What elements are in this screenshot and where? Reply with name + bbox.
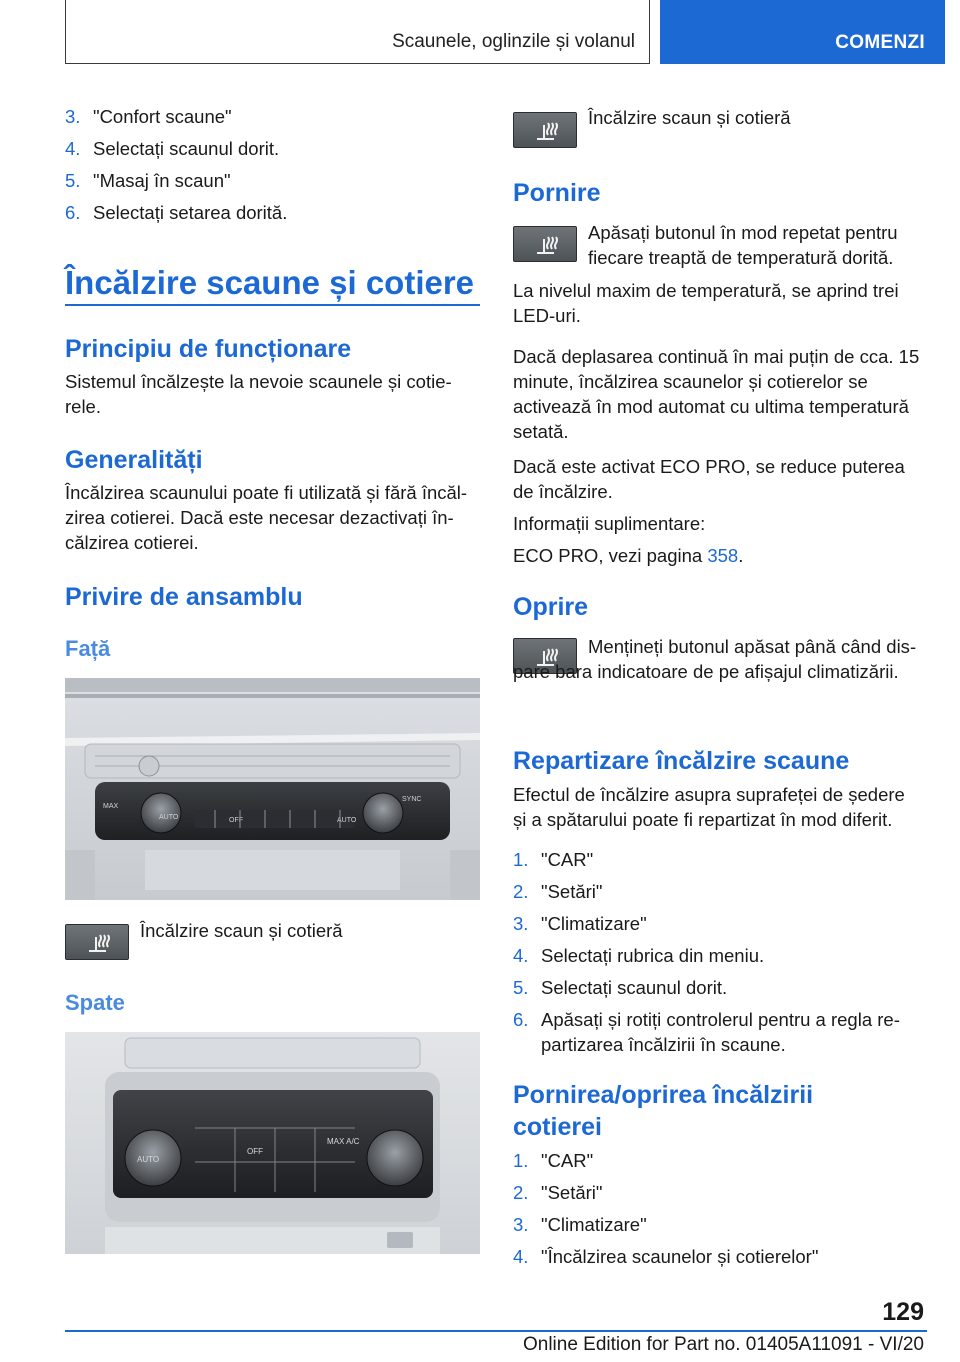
overview-heading: Privire de ansamblu bbox=[65, 583, 303, 611]
list-number: 6. bbox=[513, 1009, 529, 1030]
list-number: 6. bbox=[65, 202, 81, 223]
rear-panel-illustration bbox=[65, 1032, 480, 1254]
principle-heading: Principiu de funcționare bbox=[65, 335, 352, 363]
list-number: 4. bbox=[513, 945, 529, 966]
header-chapter-tab[interactable] bbox=[660, 0, 945, 64]
list-number: 3. bbox=[513, 913, 529, 934]
front-panel-label: AUTO bbox=[159, 814, 179, 821]
header-section-title: Scaunele, oglinzile și volanul bbox=[392, 31, 635, 52]
seat-heating-icon bbox=[513, 112, 577, 148]
rear-climate-panel-photo bbox=[65, 1032, 480, 1254]
front-panel-label: MAX bbox=[103, 803, 119, 810]
list-number: 5. bbox=[513, 977, 529, 998]
page-link-358[interactable]: 358 bbox=[707, 545, 739, 566]
oprire-text: Mențineți butonul apăsat până când dispare bara indicatoare de pe afișajul climatizării. bbox=[513, 636, 917, 682]
list-number: 2. bbox=[513, 881, 529, 902]
rear-panel-label: MAX A/C bbox=[327, 1137, 360, 1146]
pornire-text-3: Dacă este activat ECO PRO, se reduce puterea de încălzire. bbox=[513, 456, 905, 502]
armrest-heading-line2: cotierei bbox=[513, 1113, 602, 1141]
list-text: "Masaj în scaun" bbox=[93, 170, 231, 191]
list-number: 4. bbox=[65, 138, 81, 159]
list-number: 4. bbox=[513, 1246, 529, 1267]
pornire-icon-text: Apăsați butonul în mod repetat pentru fiecare treaptă de temperatură dorită. bbox=[588, 222, 898, 268]
general-heading: Generalități bbox=[65, 446, 203, 474]
eco-pro-reference bbox=[513, 543, 743, 568]
armrest-heading-line1: Pornirea/oprirea încălzirii bbox=[513, 1081, 814, 1109]
list-text: "Setări" bbox=[541, 1182, 603, 1203]
front-icon-caption: Încălzire scaun și cotieră bbox=[140, 920, 343, 941]
list-number: 2. bbox=[513, 1182, 529, 1203]
list-number: 5. bbox=[65, 170, 81, 191]
front-climate-panel-photo bbox=[65, 678, 480, 900]
front-panel-label: SYNC bbox=[402, 796, 422, 803]
general-text: Încălzirea scaunului poate fi utilizată și fără încălzirea cotierei. Dacă este necesar dezactivați încălzirea cotierei. bbox=[65, 482, 468, 553]
rear-panel-label: OFF bbox=[247, 1147, 263, 1156]
distribution-heading: Repartizare încălzire scaune bbox=[513, 747, 850, 775]
front-panel-illustration bbox=[65, 678, 480, 900]
header-section-box bbox=[65, 0, 650, 64]
rear-panel-label: AUTO bbox=[137, 1155, 160, 1164]
seat-heating-icon bbox=[65, 924, 129, 960]
front-heading: Față bbox=[65, 636, 111, 661]
distribution-text: Efectul de încălzire asupra suprafeței de ședere și a spătarului poate fi repartizat în mod diferit. bbox=[513, 784, 905, 830]
pornire-heading: Pornire bbox=[513, 179, 601, 207]
pornire-text-4: Informații suplimentare: bbox=[513, 513, 706, 534]
list-text: "Confort scaune" bbox=[93, 106, 232, 127]
list-text: "Climatizare" bbox=[541, 1214, 647, 1235]
eco-ref-suffix: . bbox=[738, 545, 744, 566]
seat-heating-icon bbox=[513, 226, 577, 262]
list-text: Selectați setarea dorită. bbox=[93, 202, 288, 223]
footer-rule bbox=[65, 1330, 927, 1332]
principle-text: Sistemul încălzește la nevoie scaunele și cotierele. bbox=[65, 371, 452, 417]
list-text: Selectați rubrica din meniu. bbox=[541, 945, 765, 966]
list-number: 1. bbox=[513, 849, 529, 870]
rear-heading: Spate bbox=[65, 990, 125, 1015]
list-text: Selectați scaunul dorit. bbox=[541, 977, 728, 998]
front-panel-label: AUTO bbox=[337, 817, 357, 824]
eco-ref-prefix: ECO PRO, vezi pagina bbox=[513, 545, 708, 566]
pornire-text-2: Dacă deplasarea continuă în mai puțin de cca. 15 minute, încălzirea scaunelor și cotierelor se activează în mod automat cu ultima temperatură setată. bbox=[513, 346, 920, 442]
list-text: "Încălzirea scaunelor și cotierelor" bbox=[541, 1246, 819, 1267]
list-number: 3. bbox=[65, 106, 81, 127]
list-text: Selectați scaunul dorit. bbox=[93, 138, 280, 159]
footer-edition: Online Edition for Part no. 01405A11091 - VI/20 bbox=[522, 1334, 924, 1355]
list-text: "Setări" bbox=[541, 881, 603, 902]
oprire-heading: Oprire bbox=[513, 593, 589, 621]
top-icon-caption: Încălzire scaun și cotieră bbox=[588, 107, 791, 128]
header-chapter-label: COMENZI bbox=[835, 32, 925, 53]
list-text: "CAR" bbox=[541, 1150, 594, 1171]
list-text: "CAR" bbox=[541, 849, 594, 870]
page-number: 129 bbox=[882, 1298, 924, 1326]
main-heading: Încălzire scaune și cotiere bbox=[65, 264, 475, 301]
list-number: 3. bbox=[513, 1214, 529, 1235]
list-text: "Climatizare" bbox=[541, 913, 647, 934]
pornire-text-1: La nivelul maxim de temperatură, se aprind trei LED-uri. bbox=[513, 280, 899, 326]
list-text: Apăsați și rotiți controlerul pentru a regla repartizarea încălzirii în scaune. bbox=[541, 1009, 900, 1055]
front-panel-label: OFF bbox=[229, 817, 243, 824]
heading-rule bbox=[65, 304, 480, 306]
list-number: 1. bbox=[513, 1150, 529, 1171]
